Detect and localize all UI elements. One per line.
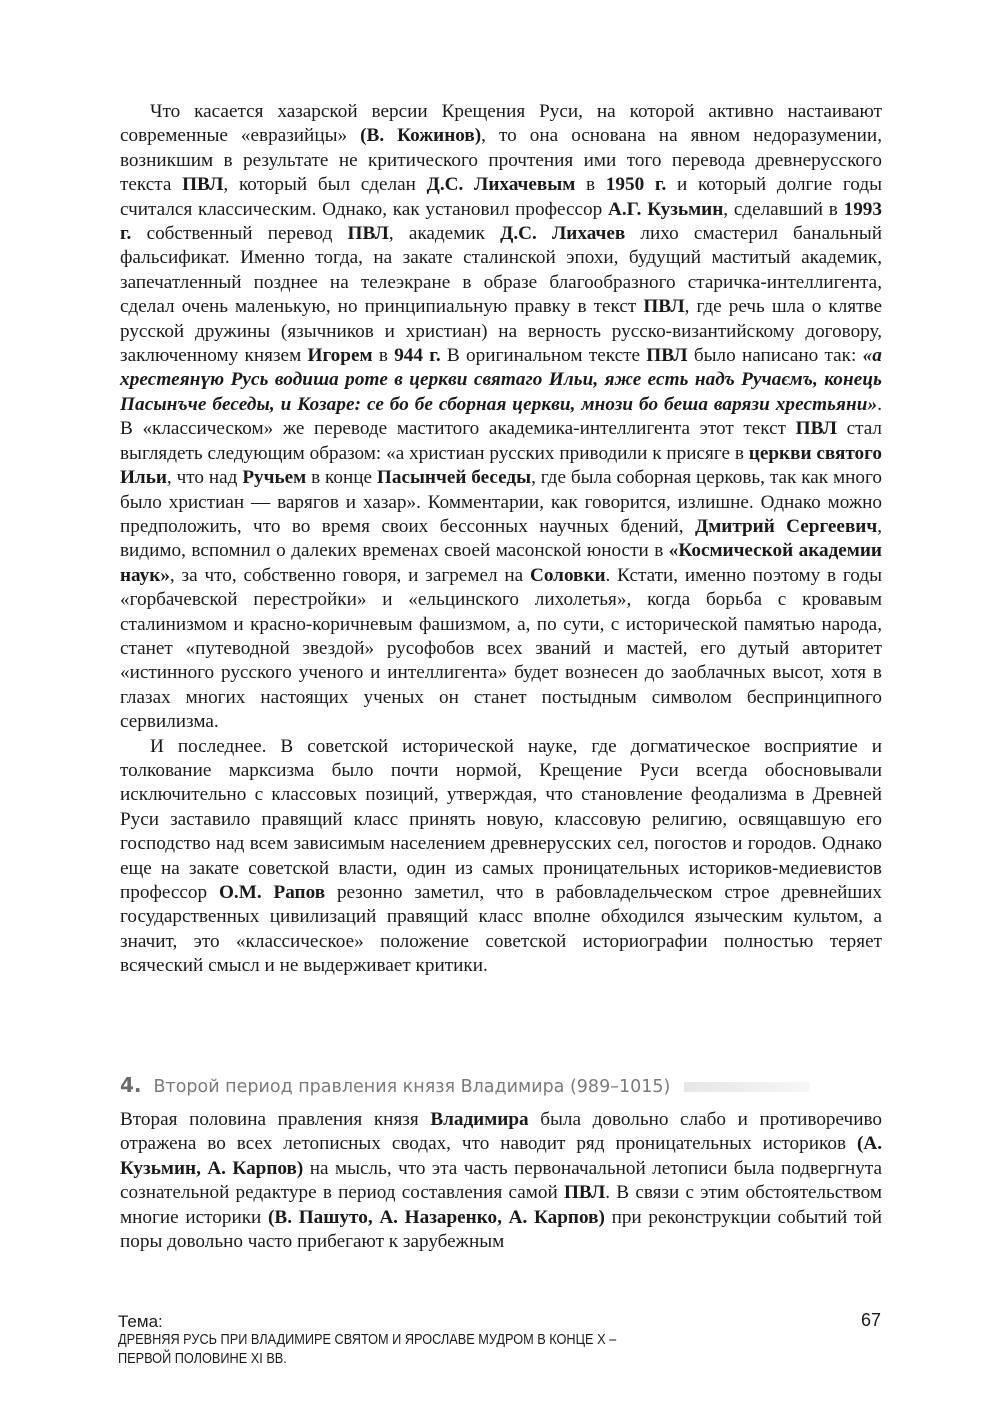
section-text — [120, 1108, 882, 1254]
footer-label: Тема: — [118, 1312, 163, 1331]
footer-topic-line-1: ДРЕВНЯЯ РУСЬ ПРИ ВЛАДИМИРЕ СВЯТОМ И ЯРОСЛАВЕ МУДРОМ В КОНЦЕ X – — [118, 1332, 617, 1348]
main-text — [120, 100, 882, 979]
section-heading — [120, 1073, 882, 1103]
paragraph-second-period: Вторая половина правления князя Владимира была довольно слабо и противоречиво отражена во всех летописных сводах, что наводит ряд проницательных историков (А. Кузьмин, А. Карпов) на мысль, что эта часть первоначальной летописи была подвергнута сознательной редактуре в период составления самой ПВЛ. В связи с этим обстоятельством многие историки (В. Пашуто, А. Назаренко, А. Карпов) при реконструкции событий той поры довольно часто прибегают к зарубежным — [120, 1109, 883, 1253]
section-title: Второй период правления князя Владимира (989–1015) — [153, 1077, 671, 1097]
footer-topic-line-2: ПЕРВОЙ ПОЛОВИНЕ XI ВВ. — [118, 1351, 287, 1367]
paragraph-soviet-view: И последнее. В советской исторической науке, где догматическое восприятие и толкование марксизма было почти нормой, Крещение Руси всегда обосновывали исключительно с классовых позиций, утверждая, что становление феодализма в Древней Руси заставило правящий класс принять новую, классовую религию, освящавшую его господство над всем зависимым населением древнерусских сел, погостов и городов. Однако еще на закате советской власти, один из самых проницательных историков-медиевистов профессор О.М. Рапов резонно заметил, что в рабовладельческом строе древнейших государственных цивилизаций правящий класс вполне обходился языческим культом, а значит, это «классическое» положение советской историографии полностью теряет всяческий смысл и не выдерживает критики. — [120, 735, 882, 977]
paragraph-khazar-version: Что касается хазарской версии Крещения Руси, на которой активно настаивают современные «евразийцы» (В. Кожинов), то она основана на явном недоразумении, возникшим в результате не критического прочтения ими того перевода древнерусского текста ПВЛ, который был сделан Д.С. Лихачевым в 1950 г. и который долгие годы считался классическим. Однако, как установил профессор А.Г. Кузьмин, сделавший в 1993 г. собственный перевод ПВЛ, академик Д.С. Лихачев лихо смастерил банальный фальсификат. Именно тогда, на закате сталинской эпохи, будущий маститый академик, запечатленный позднее на телеэкране в образе благообразного старичка-интеллигента, сделал очень маленькую, но принципиальную правку в текст ПВЛ, где речь шла о клятве русской дружины (язычников и христиан) на верность русско-византийскому договору, заключенному князем Игорем в 944 г. В оригинальном тексте ПВЛ было написано так: «а хрестеянүю Русь водиша роте в церкви святаго Ильи, яже есть надъ Ручаємъ, конець Пасынъче беседы, и Козаре: се бо бе сборная церкви, мнози бо беша варязи хрестьяни». В «классическом» же переводе маститого академика-интеллигента этот текст ПВЛ стал выглядеть следующим образом: «а христиан русских приводили к присяге в церкви святого Ильи, что над Ручьем в конце Пасынчей беседы, где была соборная церковь, так как много было христиан — варягов и хазар». Комментарии, как говорится, излишне. Однако можно предположить, что во время своих бессонных научных бдений, Дмитрий Сергеевич, видимо, вспомнил о далеких временах своей масонской юности в «Космической академии наук», за что, собственно говоря, и загремел на Соловки. Кстати, именно поэтому в годы «горбачевской перестройки» и «ельцинского лихолетья», когда борьба с кровавым сталинизмом и красно-коричневым фашизмом, а, по сути, с исторической памятью народа, станет «путеводной звездой» русофобов всех званий и мастей, его дутый авторитет «истинного русского ученого и интеллигента» будет вознесен до заоблачных высот, хотя в глазах многих настоящих ученых он станет постыдным символом беспринципного сервилизма. — [120, 101, 883, 733]
page-number: 67 — [860, 1310, 881, 1330]
old-russian-quote: «а хрестеянүю Русь водиша роте в церкви святаго Ильи, яже есть надъ Ручаємъ, конець Пасынъче беседы, и Козаре: се бо бе сборная церкви, мнози бо беша варязи хрестьяни» — [120, 345, 882, 415]
section-number: 4. — [120, 1073, 142, 1097]
running-footer — [118, 1312, 678, 1369]
heading-decoration — [684, 1082, 810, 1092]
